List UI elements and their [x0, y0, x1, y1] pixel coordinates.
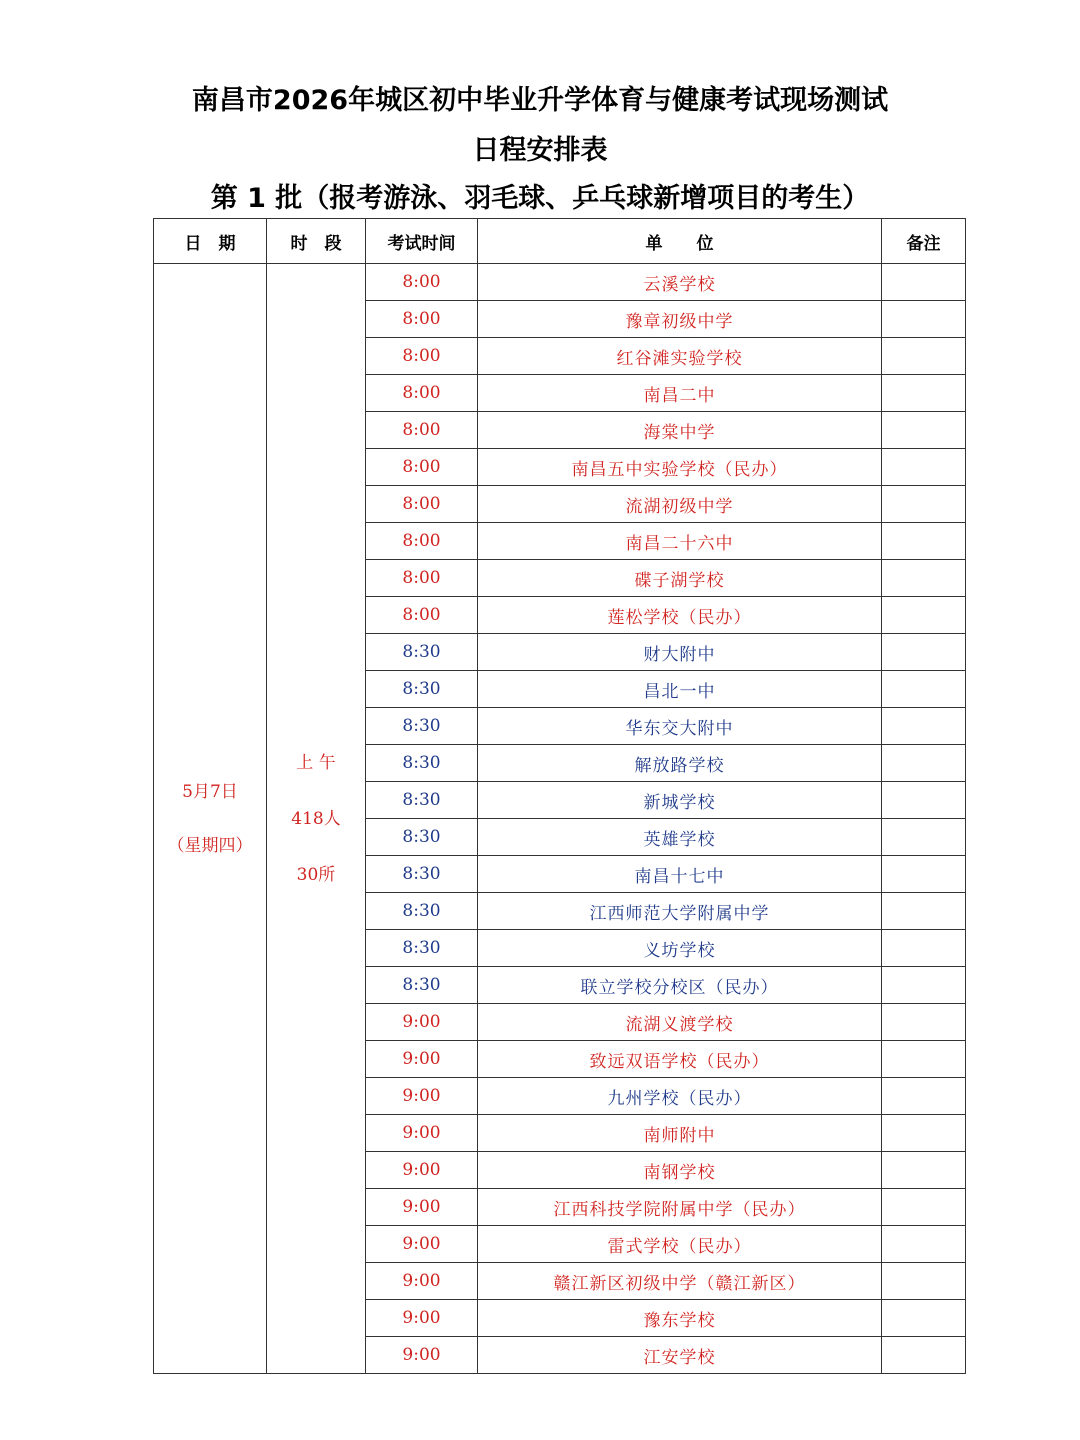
- exam-time-cell: 8:30: [366, 745, 478, 782]
- unit-cell: 英雄学校: [478, 819, 882, 856]
- exam-time-cell: 9:00: [366, 1041, 478, 1078]
- exam-time-cell: 8:30: [366, 893, 478, 930]
- date-cell: [154, 264, 267, 1374]
- remark-cell: [882, 486, 966, 523]
- table-row: [154, 264, 966, 301]
- exam-time-cell: 9:00: [366, 1337, 478, 1374]
- exam-time-cell: 8:00: [366, 264, 478, 301]
- unit-cell: 江西师范大学附属中学: [478, 893, 882, 930]
- remark-cell: [882, 1337, 966, 1374]
- header-period: 时 段: [267, 219, 366, 264]
- period-schools: 30所: [296, 864, 336, 885]
- header-date: 日 期: [154, 219, 267, 264]
- exam-time-cell: 9:00: [366, 1078, 478, 1115]
- remark-cell: [882, 523, 966, 560]
- table-header-row: [154, 219, 966, 264]
- remark-cell: [882, 375, 966, 412]
- remark-cell: [882, 671, 966, 708]
- remark-cell: [882, 301, 966, 338]
- exam-time-cell: 8:00: [366, 301, 478, 338]
- unit-cell: 九州学校（民办）: [478, 1078, 882, 1115]
- header-unit: 单 位: [478, 219, 882, 264]
- exam-time-cell: 8:00: [366, 597, 478, 634]
- remark-cell: [882, 597, 966, 634]
- exam-time-cell: 8:30: [366, 634, 478, 671]
- remark-cell: [882, 745, 966, 782]
- exam-time-cell: 8:00: [366, 449, 478, 486]
- remark-cell: [882, 264, 966, 301]
- unit-cell: 致远双语学校（民办）: [478, 1041, 882, 1078]
- remark-cell: [882, 1300, 966, 1337]
- unit-cell: 流湖义渡学校: [478, 1004, 882, 1041]
- unit-cell: 雷式学校（民办）: [478, 1226, 882, 1263]
- remark-cell: [882, 1004, 966, 1041]
- period-people: 418人: [291, 808, 341, 829]
- remark-cell: [882, 338, 966, 375]
- date-weekday: （星期四）: [167, 835, 253, 856]
- header-exam-time: 考试时间: [366, 219, 478, 264]
- exam-time-cell: 9:00: [366, 1152, 478, 1189]
- document-title-line-1: 南昌市2026年城区初中毕业升学体育与健康考试现场测试: [191, 85, 889, 116]
- header-remark: 备注: [882, 219, 966, 264]
- remark-cell: [882, 1041, 966, 1078]
- exam-time-cell: 8:30: [366, 930, 478, 967]
- exam-time-cell: 9:00: [366, 1226, 478, 1263]
- exam-time-cell: 8:30: [366, 708, 478, 745]
- unit-cell: 南昌十七中: [478, 856, 882, 893]
- exam-time-cell: 8:00: [366, 412, 478, 449]
- remark-cell: [882, 1263, 966, 1300]
- exam-time-cell: 8:30: [366, 782, 478, 819]
- unit-cell: 云溪学校: [478, 264, 882, 301]
- exam-time-cell: 9:00: [366, 1189, 478, 1226]
- unit-cell: 南钢学校: [478, 1152, 882, 1189]
- exam-time-cell: 9:00: [366, 1004, 478, 1041]
- exam-time-cell: 8:30: [366, 967, 478, 1004]
- unit-cell: 红谷滩实验学校: [478, 338, 882, 375]
- remark-cell: [882, 1226, 966, 1263]
- exam-time-cell: 9:00: [366, 1115, 478, 1152]
- remark-cell: [882, 930, 966, 967]
- unit-cell: 流湖初级中学: [478, 486, 882, 523]
- exam-time-cell: 8:00: [366, 375, 478, 412]
- remark-cell: [882, 1152, 966, 1189]
- document-title-line-2: 日程安排表: [472, 135, 608, 166]
- remark-cell: [882, 1078, 966, 1115]
- unit-cell: 江西科技学院附属中学（民办）: [478, 1189, 882, 1226]
- exam-time-cell: 9:00: [366, 1263, 478, 1300]
- unit-cell: 南昌二中: [478, 375, 882, 412]
- remark-cell: [882, 412, 966, 449]
- remark-cell: [882, 967, 966, 1004]
- schedule-body: [154, 264, 966, 1374]
- remark-cell: [882, 634, 966, 671]
- unit-cell: 莲松学校（民办）: [478, 597, 882, 634]
- unit-cell: 江安学校: [478, 1337, 882, 1374]
- exam-time-cell: 8:00: [366, 523, 478, 560]
- unit-cell: 联立学校分校区（民办）: [478, 967, 882, 1004]
- remark-cell: [882, 782, 966, 819]
- exam-time-cell: 8:00: [366, 486, 478, 523]
- unit-cell: 赣江新区初级中学（赣江新区）: [478, 1263, 882, 1300]
- unit-cell: 南昌五中实验学校（民办）: [478, 449, 882, 486]
- unit-cell: 华东交大附中: [478, 708, 882, 745]
- unit-cell: 南昌二十六中: [478, 523, 882, 560]
- unit-cell: 解放路学校: [478, 745, 882, 782]
- unit-cell: 南师附中: [478, 1115, 882, 1152]
- remark-cell: [882, 1189, 966, 1226]
- unit-cell: 豫东学校: [478, 1300, 882, 1337]
- unit-cell: 碟子湖学校: [478, 560, 882, 597]
- exam-time-cell: 8:30: [366, 671, 478, 708]
- remark-cell: [882, 449, 966, 486]
- period-session: 上 午: [296, 752, 336, 773]
- exam-time-cell: 9:00: [366, 1300, 478, 1337]
- exam-time-cell: 8:00: [366, 560, 478, 597]
- unit-cell: 义坊学校: [478, 930, 882, 967]
- unit-cell: 新城学校: [478, 782, 882, 819]
- unit-cell: 昌北一中: [478, 671, 882, 708]
- exam-time-cell: 8:30: [366, 856, 478, 893]
- remark-cell: [882, 1115, 966, 1152]
- remark-cell: [882, 819, 966, 856]
- date-day: 5月7日: [182, 781, 238, 802]
- unit-cell: 海棠中学: [478, 412, 882, 449]
- exam-time-cell: 8:30: [366, 819, 478, 856]
- remark-cell: [882, 560, 966, 597]
- batch-subtitle: 第 1 批（报考游泳、羽毛球、乒乓球新增项目的考生）: [210, 183, 870, 214]
- unit-cell: 财大附中: [478, 634, 882, 671]
- remark-cell: [882, 856, 966, 893]
- schedule-table: [153, 218, 966, 1374]
- unit-cell: 豫章初级中学: [478, 301, 882, 338]
- remark-cell: [882, 708, 966, 745]
- remark-cell: [882, 893, 966, 930]
- exam-time-cell: 8:00: [366, 338, 478, 375]
- period-cell: [267, 264, 366, 1374]
